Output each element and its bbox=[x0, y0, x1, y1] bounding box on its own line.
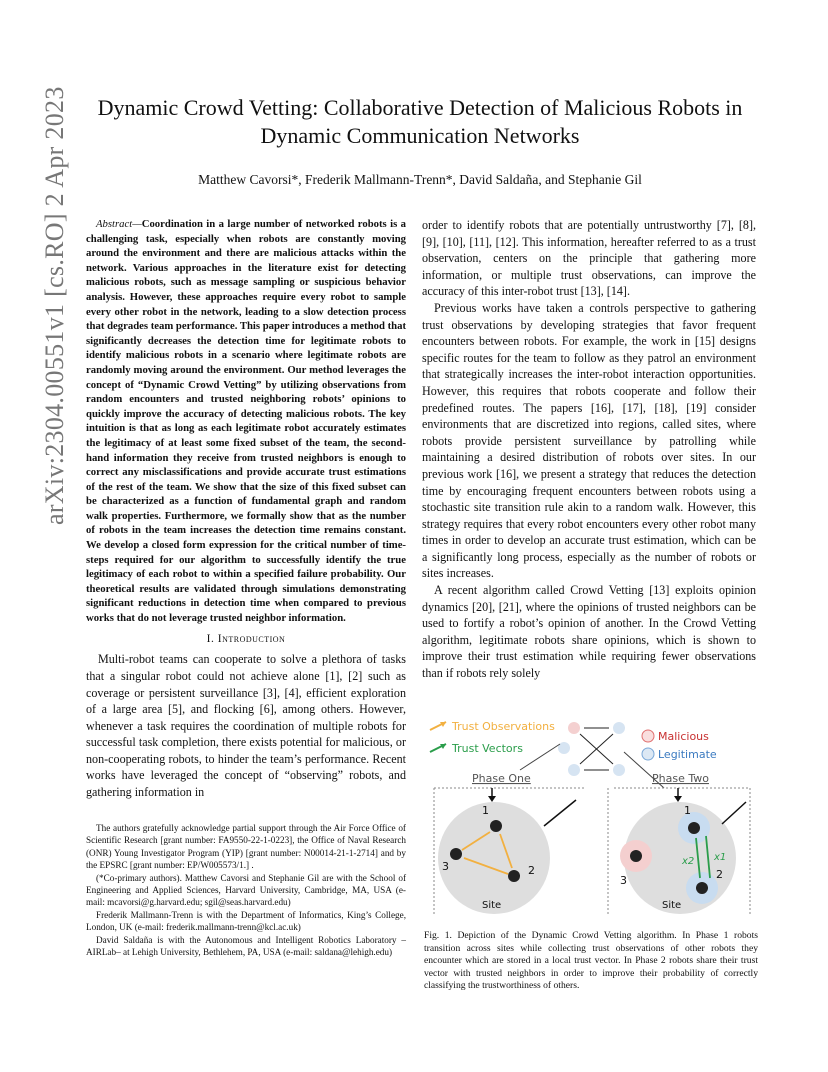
title-line-1: Dynamic Crowd Vetting: Collaborative Detection of Malicious Robots in bbox=[97, 95, 743, 120]
mini-node bbox=[568, 764, 580, 776]
right-column bbox=[422, 217, 756, 682]
abstract-lead: Abstract— bbox=[96, 218, 142, 230]
abstract bbox=[86, 217, 406, 626]
figure-caption: Fig. 1. Depiction of the Dynamic Crowd Vetting algorithm. In Phase 1 robots transition across sites while collecting trust observations of other robots they encounter which are stored in a local trust vector. In Phase 2 robots share their trust vector with trusted neighbors in order to improve their probability of correctly classifying the trustworthiness of others. bbox=[424, 930, 758, 992]
drone-icon bbox=[508, 870, 520, 882]
mini-node bbox=[568, 722, 580, 734]
robot-label-3: 3 bbox=[442, 860, 449, 873]
figure-1 bbox=[424, 708, 758, 928]
mini-node bbox=[613, 722, 625, 734]
right-paragraph-2: Previous works have taken a controls perspective to gathering trust observations by developing strategies that favor frequent encounters between robots. For example, the work in [15] designs specific routes for the team to follow as they patrol an environment that strategically increases the inter-robot interaction opportunities. However, this requires that robots cooperate and follow their predefined routes. The papers [16], [17], [18], [19] consider environments that are discretized into regions, called sites, where robots provide persistent surveillance by patrolling while maintaining a desired distribution of robots over sites. In our previous work [16], we present a strategy that reduces the detection time by encouraging frequent encounters between robots using a stochastic site transition rule akin to a random walk. However, this strategy requires that every robot encounters every other robot many times in order to develop an accurate trust estimation, which can be a significantly long process, especially as the number of robots or sites increases. bbox=[422, 300, 756, 581]
arxiv-sidebar bbox=[20, 86, 69, 760]
footnote-affiliation-lehigh: David Saldaña is with the Autonomous and Intelligent Robotics Laboratory –AIRLab– at Lehigh University, Bethlehem, PA, USA (e-mail: saldana@lehigh.edu) bbox=[86, 934, 406, 958]
figure-diagram bbox=[424, 708, 758, 928]
abstract-text: Coordination in a large number of networked robots is a challenging task, especially when robots are constantly moving around the environment and there are malicious attacks within the network. Various approaches in the literature exist for detecting malicious robots, such as message sampling or suspicious behavior analysis. However, these approaches require every robot to sample every other robot in the network, leading to a slow detection process that degrades team performance. This paper introduces a method that significantly decreases the detection time for legitimate robots to identify malicious robots in a scenario where legitimate robots are randomly moving around the environment. Our method leverages the concept of “Dynamic Crowd Vetting” by utilizing observations from random encounters and trusted neighboring robots’ opinions to quickly improve the accuracy of detecting malicious robots. The key intuition is that as long as each legitimate robot accurately estimates the legitimacy of at least some fixed subset of the team, the second-hand information they receive from trusted neighbors is enough to correct any misclassifications and provide accurate trust estimations of the rest of the team. We show that the size of this fixed subset can be characterized as a function of fundamental graph and random walk properties. Furthermore, we formally show that as the number of robots in the team increases the detection time remains constant. We develop a closed form expression for the critical number of time-steps required for our algorithm to successfully identify the true legitimacy of each robot to within a specified failure probability. Our theoretical results are validated through simulations demonstrating significant reductions in detection time when compared to previous works that do not leverage trusted neighbor information. bbox=[86, 218, 407, 625]
intro-paragraph-1: Multi-robot teams can cooperate to solve a plethora of tasks that a singular robot could not achieve alone [1], [2] such as coverage or persistent surveillance [3], [4], efficient exploration of a large area [5], and flocking [6], among others. However, whenever a task requires the coordination of multiple robots for successful task completion, there exists potential for malicious, or non-cooperating robots, to hinder the team’s performance. Recent works have leveraged the concept of “observing” robots, and gathering information in bbox=[86, 652, 406, 800]
footnote-affiliation-harvard: (*Co-primary authors). Matthew Cavorsi and Stephanie Gil are with the School of Engineering and Applied Sciences, Harvard University, Cambridge, MA, USA (e-mail: mcavorsi@g.harvard.edu; sgil@seas.harvard.edu) bbox=[86, 872, 406, 908]
footnote-funding: The authors gratefully acknowledge partial support through the Air Force Office of Scientific Research [grant number: FA9550-22-1-0223], the Office of Naval Research (ONR) Young Investigator Program (YIP) [grant number: N00014-21-1-2714] and by the EPSRC [grant number: EP/W005573/1.] . bbox=[86, 823, 406, 871]
drone-icon bbox=[696, 882, 708, 894]
footnote-affiliation-kcl: Frederik Mallmann-Trenn is with the Department of Informatics, King’s College, London, UK (e-mail: frederik.mallmann-trenn@kcl.ac.uk) bbox=[86, 909, 406, 933]
phase-two-label: Phase Two bbox=[652, 772, 709, 785]
footnotes bbox=[86, 822, 406, 958]
arxiv-identifier: arXiv:2304.00551v1 [cs.RO] 2 Apr 2023 bbox=[40, 86, 69, 525]
entry-arrowhead-two bbox=[674, 796, 682, 802]
legend-legitimate: Legitimate bbox=[658, 748, 717, 761]
site-label-phase-two: Site bbox=[662, 900, 682, 911]
title-line-2: Dynamic Communication Networks bbox=[260, 123, 580, 148]
mini-node bbox=[613, 764, 625, 776]
robot-label-3-phase-two: 3 bbox=[620, 874, 627, 887]
exit-arrow-two bbox=[722, 802, 746, 824]
legend-malicious-dot bbox=[642, 730, 654, 742]
robot-label-2: 2 bbox=[528, 864, 535, 877]
section-heading-introduction: I. Introduction bbox=[206, 632, 286, 645]
legend-legitimate-dot bbox=[642, 748, 654, 760]
right-paragraph-1: order to identify robots that are potentially untrustworthy [7], [8], [9], [10], [11], [12]. This information, hereafter referred to as a trust observation, centers on the principle that gathering more information, or multiple trust observations, can improve the accuracy of this inter-robot trust [13], [14]. bbox=[422, 218, 756, 299]
legend-trust-vectors: Trust Vectors bbox=[452, 742, 523, 755]
drone-icon bbox=[630, 850, 642, 862]
drone-icon bbox=[450, 848, 462, 860]
robot-label-1: 1 bbox=[482, 804, 489, 817]
robot-label-2-phase-two: 2 bbox=[716, 868, 723, 881]
paper-title bbox=[60, 94, 780, 150]
phase-one-label: Phase One bbox=[472, 772, 531, 785]
entry-arrowhead bbox=[488, 796, 496, 802]
pointer-line-phase-one bbox=[520, 744, 560, 770]
legend-malicious: Malicious bbox=[658, 730, 709, 743]
mini-network-icon bbox=[558, 722, 625, 776]
drone-icon bbox=[688, 822, 700, 834]
robot-label-1-phase-two: 1 bbox=[684, 804, 691, 817]
exit-arrow bbox=[544, 800, 576, 826]
x2-label: x2 bbox=[682, 856, 695, 867]
x1-label: x1 bbox=[714, 852, 727, 863]
left-column bbox=[86, 217, 406, 801]
drone-icon bbox=[490, 820, 502, 832]
author-list: Matthew Cavorsi*, Frederik Mallmann-Trenn*, David Saldaña, and Stephanie Gil bbox=[198, 172, 642, 187]
right-paragraph-3: A recent algorithm called Crowd Vetting [13] exploits opinion dynamics [20], [21], where the opinions of trusted neighbors can be used to fortify a robot’s opinion of another. In the Crowd Vetting algorithm, legitimate robots share opinions, which is shown to improve their trust estimation while requiring fewer observations than if robots rely solely bbox=[422, 583, 756, 681]
legend-trust-observations: Trust Observations bbox=[452, 720, 555, 733]
site-label-phase-one: Site bbox=[482, 900, 502, 911]
